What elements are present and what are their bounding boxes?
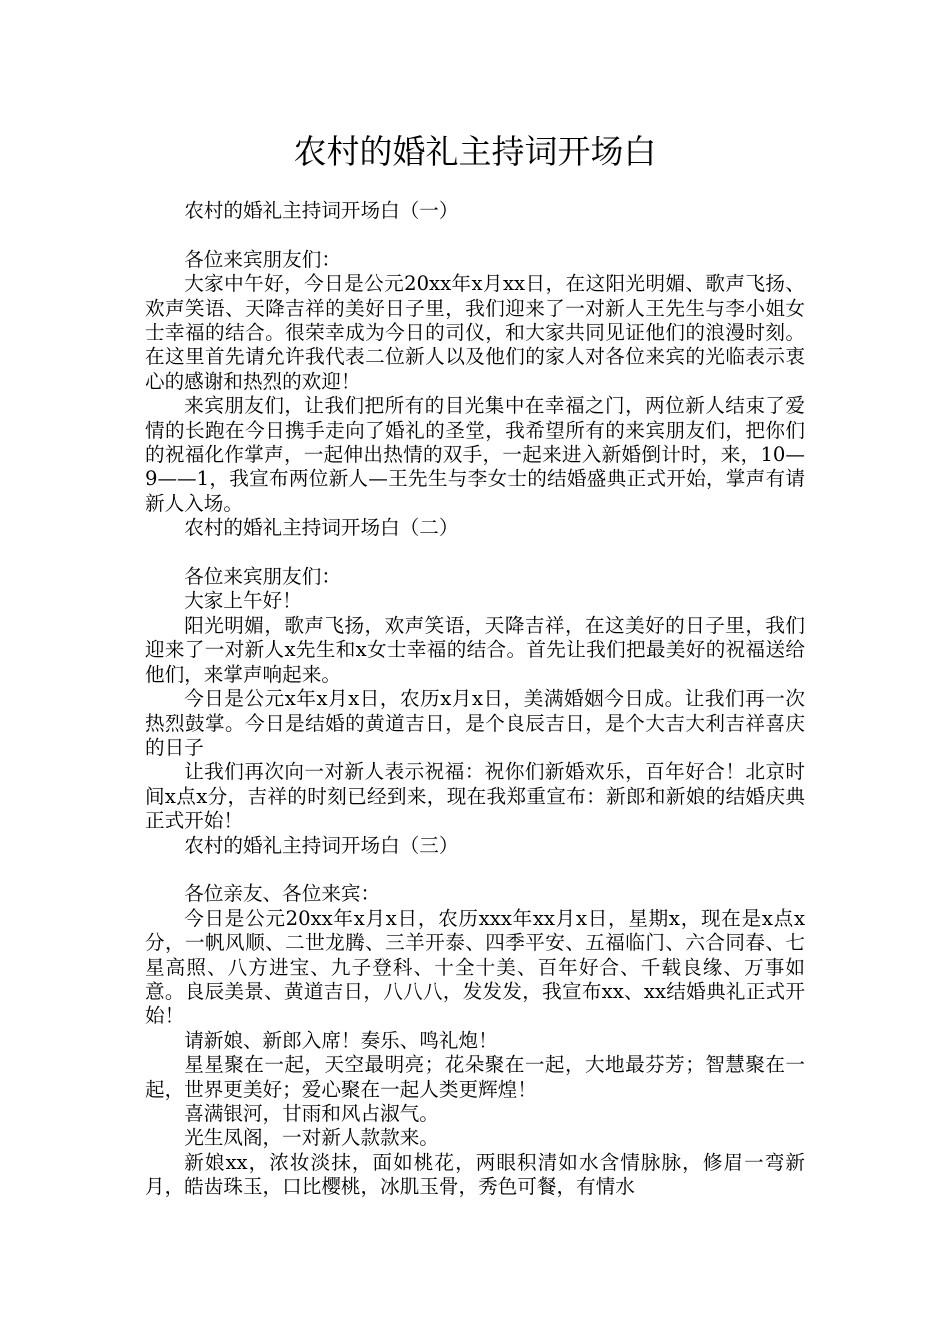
body-paragraph: 大家上午好！ <box>184 589 302 613</box>
blank-line <box>145 858 805 882</box>
body-paragraph: 阳光明媚，歌声飞扬，欢声笑语，天降吉祥，在这美好的日子里，我们迎来了一对新人x先生和x女士幸福的结合。首先让我们把最美好的祝福送给他们，来掌声响起来。 <box>145 613 805 686</box>
body-paragraph: 新娘xx，浓妆淡抹，面如桃花，两眼积清如水含情脉脉，修眉一弯新月，皓齿珠玉，口比樱桃，冰肌玉骨，秀色可餐，有情水 <box>145 1150 805 1199</box>
blank-line <box>145 223 805 247</box>
body-paragraph: 光生凤阁，一对新人款款来。 <box>184 1126 439 1150</box>
body-paragraph: 请新娘、新郎入席！奏乐、鸣礼炮！ <box>184 1028 498 1052</box>
section-heading: 农村的婚礼主持词开场白（二） <box>184 516 459 540</box>
body-paragraph: 各位亲友、各位来宾： <box>184 882 381 906</box>
document-page <box>145 0 805 1200</box>
body-paragraph: 来宾朋友们，让我们把所有的目光集中在幸福之门，两位新人结束了爱情的长跑在今日携手走向了婚礼的圣堂，我希望所有的来宾朋友们，把你们的祝福化作掌声，一起伸出热情的双手，一起来进入新婚倒计时，来，10—9——1，我宣布两位新人—王先生与李女士的结婚盛典正式开始，掌声有请新人入场。 <box>145 394 805 515</box>
body-paragraph: 各位来宾朋友们： <box>184 565 341 589</box>
document-body <box>145 199 805 1200</box>
document-title: 农村的婚礼主持词开场白 <box>293 132 657 171</box>
body-paragraph: 喜满银河，甘雨和风占淑气。 <box>184 1101 439 1125</box>
body-paragraph: 让我们再次向一对新人表示祝福：祝你们新婚欢乐，百年好合！北京时间x点x分，吉祥的时刻已经到来，现在我郑重宣布：新郎和新娘的结婚庆典正式开始！ <box>145 760 805 833</box>
body-paragraph: 星星聚在一起，天空最明亮；花朵聚在一起，大地最芬芳；智慧聚在一起，世界更美好；爱心聚在一起人类更辉煌！ <box>145 1053 805 1101</box>
body-paragraph: 大家中午好，今日是公元20xx年x月xx日，在这阳光明媚、歌声飞扬、欢声笑语、天降吉祥的美好日子里，我们迎来了一对新人王先生与李小姐女士幸福的结合。很荣幸成为今日的司仪，和大家共同见证他们的浪漫时刻。在这里首先请允许我代表二位新人以及他们的家人对各位来宾的光临表示衷心的感谢和热烈的欢迎！ <box>145 272 805 393</box>
body-paragraph: 各位来宾朋友们： <box>184 247 341 271</box>
section-heading: 农村的婚礼主持词开场白（一） <box>184 199 459 222</box>
body-paragraph: 今日是公元x年x月x日，农历x月x日，美满婚姻今日成。让我们再一次热烈鼓掌。今日是结婚的黄道吉日，是个良辰吉日，是个大吉大利吉祥喜庆的日子 <box>145 687 805 759</box>
section-heading: 农村的婚礼主持词开场白（三） <box>184 833 459 857</box>
body-paragraph: 今日是公元20xx年x月x日，农历xxx年xx月x日，星期x，现在是x点x分，一帆风顺、二世龙腾、三羊开泰、四季平安、五福临门、六合同春、七星高照、八方进宝、九子登科、十全十美、百年好合、千载良缘、万事如意。良辰美景、黄道吉日，八八八，发发发，我宣布xx、xx结婚典礼正式开始！ <box>145 906 805 1028</box>
blank-line <box>145 541 805 565</box>
